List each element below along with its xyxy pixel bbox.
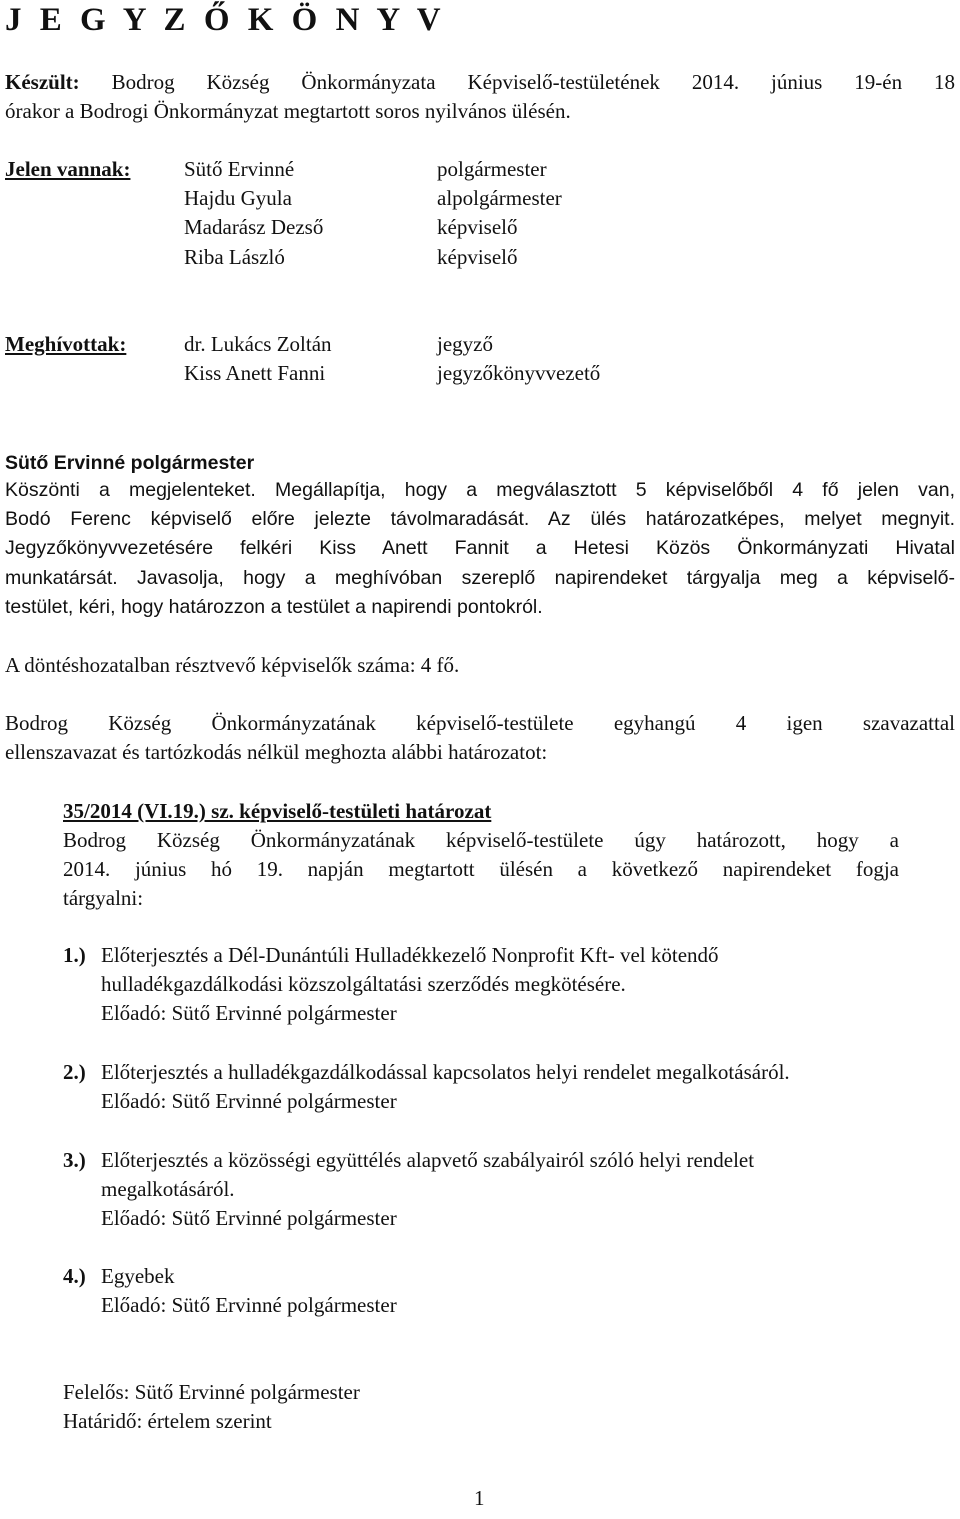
agenda-presenter: Előadó: Sütő Ervinné polgármester [101,1206,397,1231]
resolution-title: 35/2014 (VI.19.) sz. képviselő-testületi határozat [63,799,492,823]
invited-role: jegyzőkönyvvezető [437,361,601,386]
present-name: Sütő Ervinné [184,157,295,181]
agenda-presenter: Előadó: Sütő Ervinné polgármester [101,1001,397,1026]
speaker-line: Bodó Ferenc képviselő előre jelezte távolmaradását. Az ülés határozatképes, melyet megnyit. [5,508,955,531]
agenda-line: megalkotásáról. [101,1177,235,1202]
made-line-1: Bodrog Község Önkormányzata Képviselő-testületének 2014. június 19-én 18 [111,70,956,94]
present-role: polgármester [437,157,547,181]
agenda-line: hulladékgazdálkodási közszolgáltatási szerződés megkötésére. [101,972,626,997]
resolution-body [63,826,899,914]
present-name: Hajdu Gyula [184,186,292,211]
speaker-line: testület, kéri, hogy határozzon a testület a napirendi pontokról. [5,595,543,618]
agenda-line: Egyebek [101,1264,175,1288]
resolution-line: Bodrog Község Önkormányzatának képviselő-testülete úgy határozott, hogy a [63,828,899,852]
speaker-paragraph [5,476,955,622]
vote-line-1: Bodrog Község Önkormányzatának képviselő-testülete egyhangú 4 igen szavazattal [5,711,955,735]
agenda-number: 2.) [63,1060,86,1084]
agenda-number: 4.) [63,1264,86,1288]
voters-count: A döntéshozatalban résztvevő képviselők száma: 4 fő. [5,653,460,677]
page-number: 1 [474,1486,485,1510]
deadline: Határidő: értelem szerint [63,1409,272,1433]
present-name: Madarász Dezső [184,215,324,240]
present-roles [437,155,562,272]
resolution-line: tárgyalni: [63,886,144,911]
agenda-line: Előterjesztés a közösségi együttélés alapvető szabályairól szóló helyi rendelet [101,1148,755,1172]
vote-line-2: ellenszavazat és tartózkodás nélkül meghozta alábbi határozatot: [5,740,548,765]
agenda-item [63,1262,943,1318]
speaker-line: Köszönti a megjelenteket. Megállapítja, hogy a megválasztott 5 képviselőből 4 fő jelen van, [5,479,955,501]
invited-roles [437,330,600,388]
present-name: Riba László [184,244,285,269]
present-names [184,155,323,272]
present-role: képviselő [437,215,518,240]
speaker-heading: Sütő Ervinné polgármester [5,452,255,474]
agenda-item [63,1146,943,1231]
invited-names [184,330,332,388]
speaker-line: munkatársát. Javasolja, hogy a meghívóban szereplő napirendeket tárgyalja meg a képviselő- [5,566,955,589]
agenda-presenter: Előadó: Sütő Ervinné polgármester [101,1089,397,1114]
agenda-item [63,1058,943,1114]
agenda-item [63,941,943,1026]
invited-name: Kiss Anett Fanni [184,361,326,386]
vote-paragraph [5,709,955,767]
present-role: alpolgármester [437,186,562,211]
present-role: képviselő [437,244,518,269]
speaker-line: Jegyzőkönyvvezetésére felkéri Kiss Anett Fannit a Hetesi Közös Önkormányzati Hivatal [5,537,955,560]
resolution-line: 2014. június hó 19. napján megtartott ülésén a következő napirendeket fogja [63,857,899,882]
invited-label: Meghívottak: [5,332,127,356]
present-label: Jelen vannak: [5,157,131,181]
document-title: J E G Y Z Ő K Ö N Y V [5,2,446,38]
agenda-line: Előterjesztés a Dél-Dunántúli Hulladékkezelő Nonprofit Kft- vel kötendő [101,943,719,967]
agenda-line: Előterjesztés a hulladékgazdálkodással kapcsolatos helyi rendelet megalkotásáról. [101,1060,790,1084]
made-label: Készült: [5,70,80,94]
responsible: Felelős: Sütő Ervinné polgármester [63,1380,360,1404]
agenda-number: 3.) [63,1148,86,1172]
agenda-number: 1.) [63,943,86,967]
invited-name: dr. Lukács Zoltán [184,332,332,356]
invited-role: jegyző [437,332,493,356]
made-line-2: órakor a Bodrogi Önkormányzat megtartott soros nyilvános ülésén. [5,99,571,124]
agenda-presenter: Előadó: Sütő Ervinné polgármester [101,1293,397,1318]
made-paragraph [5,68,955,126]
